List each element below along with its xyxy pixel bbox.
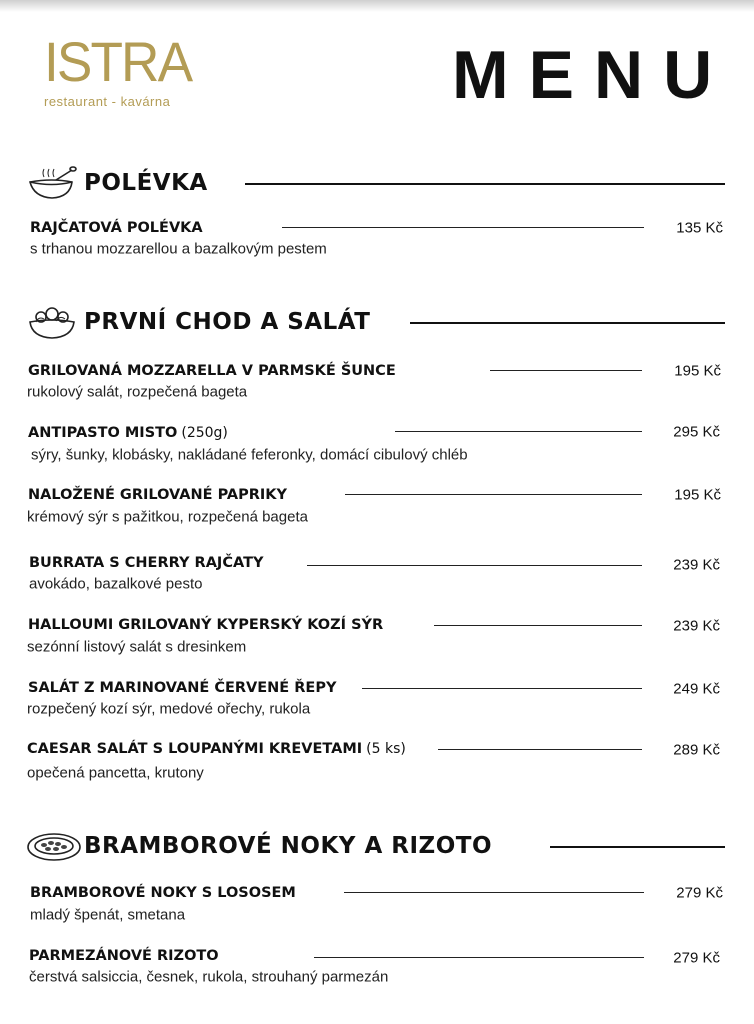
item-name-text: BURRATA S CHERRY RAJČATY <box>29 555 264 571</box>
item-name-text: HALLOUMI GRILOVANÝ KYPERSKÝ KOZÍ SÝR <box>28 617 384 633</box>
item-name <box>29 948 219 964</box>
item-name <box>28 363 396 379</box>
logo-wordmark: ISTRA <box>44 30 192 93</box>
leader-line <box>438 749 642 750</box>
page-title: MENU <box>452 37 733 113</box>
item-description: mladý špenát, smetana <box>30 906 186 924</box>
section-divider <box>410 322 725 324</box>
leader-line <box>362 688 642 689</box>
section-title: BRAMBOROVÉ NOKY A RIZOTO <box>84 833 493 859</box>
item-name <box>27 741 406 757</box>
item-quantity: (250g) <box>181 425 228 441</box>
item-price: 289 Kč <box>673 741 720 759</box>
item-description: čerstvá salsiccia, česnek, rukola, strouhaný parmezán <box>29 968 389 986</box>
item-price: 195 Kč <box>674 362 721 380</box>
item-price: 239 Kč <box>673 556 720 574</box>
leader-line <box>345 494 642 495</box>
section-divider <box>550 846 725 848</box>
item-name-text: NALOŽENÉ GRILOVANÉ PAPRIKY <box>28 487 288 503</box>
leader-line <box>314 957 644 958</box>
item-price: 239 Kč <box>673 617 720 635</box>
item-description: rukolový salát, rozpečená bageta <box>27 383 248 401</box>
leader-line <box>307 565 642 566</box>
item-name-text: RAJČATOVÁ POLÉVKA <box>30 220 203 236</box>
item-price: 249 Kč <box>673 680 720 698</box>
logo-tagline: restaurant - kavárna <box>44 94 171 109</box>
leader-line <box>282 227 644 228</box>
item-price: 195 Kč <box>674 486 721 504</box>
item-name <box>28 617 383 633</box>
section-header <box>26 302 371 342</box>
section-header <box>26 826 492 866</box>
item-name <box>30 220 203 236</box>
leader-line <box>395 431 642 432</box>
section-header <box>26 163 208 203</box>
item-description: opečená pancetta, krutony <box>27 764 204 782</box>
top-shadow <box>0 0 754 12</box>
item-description: s trhanou mozzarellou a bazalkovým pestem <box>30 240 327 258</box>
item-name <box>28 425 228 441</box>
item-name-text: BRAMBOROVÉ NOKY S LOSOSEM <box>30 885 296 901</box>
item-description: rozpečený kozí sýr, medové ořechy, rukola <box>27 700 311 718</box>
item-name-text: CAESAR SALÁT S LOUPANÝMI KREVETAMI <box>27 741 363 757</box>
item-name <box>29 555 263 571</box>
leader-line <box>434 625 642 626</box>
leader-line <box>344 892 644 893</box>
item-price: 279 Kč <box>673 949 720 967</box>
item-name-text: SALÁT Z MARINOVANÉ ČERVENÉ ŘEPY <box>28 680 337 696</box>
section-divider <box>245 183 725 185</box>
item-quantity: (5 ks) <box>366 741 406 757</box>
item-description: sezónní listový salát s dresinkem <box>27 638 247 656</box>
soup-bowl-icon <box>26 165 78 201</box>
item-name-text: ANTIPASTO MISTO <box>28 425 178 441</box>
salad-bowl-icon <box>26 304 78 340</box>
item-price: 295 Kč <box>673 423 720 441</box>
item-name <box>30 885 296 901</box>
item-description: sýry, šunky, klobásky, nakládané feferonky, domácí cibulový chléb <box>31 446 468 464</box>
item-description: krémový sýr s pažitkou, rozpečená bageta <box>27 508 308 526</box>
item-price: 279 Kč <box>676 884 723 902</box>
item-name <box>28 487 287 503</box>
item-name <box>28 680 336 696</box>
leader-line <box>490 370 642 371</box>
logo <box>44 30 194 109</box>
gnocchi-plate-icon <box>26 828 78 864</box>
section-title: PRVNÍ CHOD A SALÁT <box>84 309 371 335</box>
section-title: POLÉVKA <box>84 170 208 196</box>
item-name-text: GRILOVANÁ MOZZARELLA V PARMSKÉ ŠUNCE <box>28 363 396 379</box>
item-name-text: PARMEZÁNOVÉ RIZOTO <box>29 948 219 964</box>
item-price: 135 Kč <box>676 219 723 237</box>
item-description: avokádo, bazalkové pesto <box>29 575 203 593</box>
